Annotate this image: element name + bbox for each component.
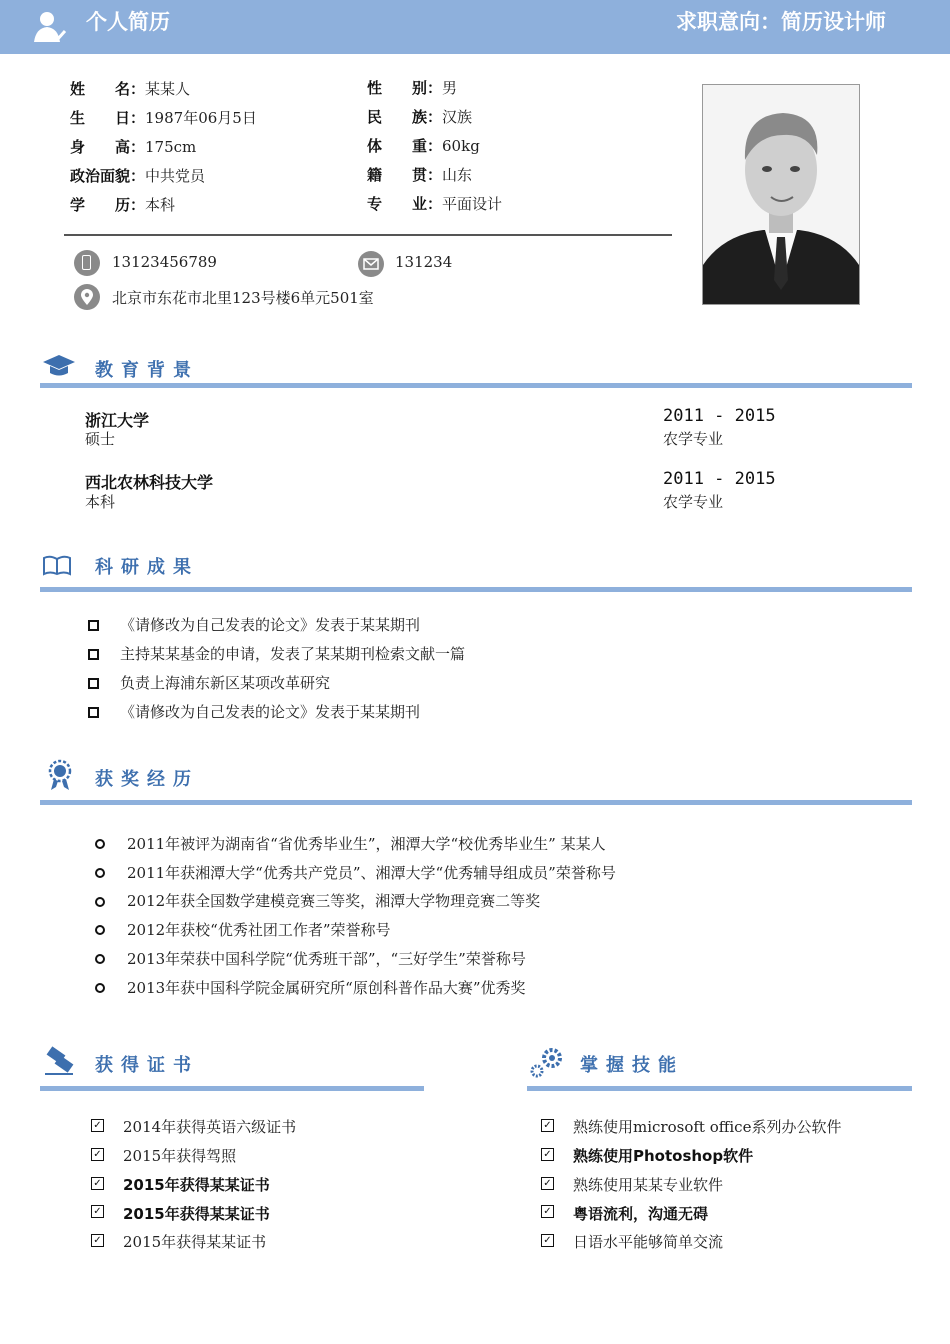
info-row: 籍 贯：山东: [367, 166, 473, 184]
email-address: 131234: [395, 253, 453, 271]
info-row: 体 重：60kg: [367, 137, 480, 155]
phone-icon: [74, 250, 100, 276]
bullet-circle-icon: [95, 897, 105, 907]
info-row: 生 日：1987年06月5日: [70, 109, 257, 127]
checkbox-icon: ✓: [541, 1119, 554, 1132]
list-item: 2011年获湘潭大学“优秀共产党员”、湘潭大学“优秀辅导组成员”荣誉称号: [127, 864, 616, 882]
bullet-circle-icon: [95, 839, 105, 849]
bullet-circle-icon: [95, 983, 105, 993]
list-item: 2015年获得驾照: [123, 1147, 237, 1165]
phone-number: 13123456789: [112, 253, 217, 271]
bullet-square-icon: [88, 707, 99, 718]
degree: 硕士: [85, 430, 116, 448]
list-item: 熟练使用microsoft office系列办公软件: [573, 1118, 842, 1136]
checkbox-icon: ✓: [91, 1205, 104, 1218]
person-icon: [32, 10, 70, 44]
list-item: 日语水平能够简单交流: [573, 1233, 724, 1251]
school-name: 西北农林科技大学: [85, 473, 214, 492]
profile-photo: [702, 84, 860, 305]
awards-title: 获奖经历: [95, 769, 199, 790]
info-row: 专 业：平面设计: [367, 195, 503, 213]
info-row: 姓 名：某某人: [70, 80, 191, 98]
info-row: 民 族：汉族: [367, 108, 473, 126]
list-item: 负责上海浦东新区某项改革研究: [120, 674, 331, 692]
list-item: 2012年获全国数学建模竞赛三等奖，湘潭大学物理竞赛二等奖: [127, 892, 541, 910]
list-item: 2015年获得某某证书: [123, 1233, 267, 1251]
awards-divider: [40, 800, 912, 805]
list-item: 熟练使用Photoshop软件: [573, 1147, 754, 1165]
info-row: 学 历：本科: [70, 196, 176, 214]
list-item: 熟练使用某某专业软件: [573, 1176, 724, 1194]
info-row: 性 别：男: [367, 79, 458, 97]
graduation-cap-icon: [42, 353, 76, 379]
checkbox-icon: ✓: [91, 1177, 104, 1190]
period: 2011 - 2015: [663, 406, 776, 426]
checkbox-icon: ✓: [541, 1205, 554, 1218]
research-title: 科研成果: [95, 557, 199, 578]
checkbox-icon: ✓: [541, 1234, 554, 1247]
certificate-icon: [42, 1044, 76, 1078]
major: 农学专业: [663, 430, 724, 448]
bullet-square-icon: [88, 678, 99, 689]
checkbox-icon: ✓: [541, 1148, 554, 1161]
gears-icon: [528, 1044, 566, 1080]
location-icon: [74, 284, 100, 310]
bullet-square-icon: [88, 620, 99, 631]
certificates-divider: [40, 1086, 424, 1091]
page-title: 个人简历: [86, 10, 170, 34]
basic-info-left: [70, 78, 360, 223]
skills-divider: [527, 1086, 912, 1091]
list-item: 主持某某基金的申请，发表了某某期刊检索文献一篇: [120, 645, 466, 663]
list-item: 2015年获得某某证书: [123, 1176, 270, 1194]
education-title: 教育背景: [95, 360, 199, 381]
book-icon: [42, 553, 72, 577]
bullet-circle-icon: [95, 954, 105, 964]
degree: 本科: [85, 493, 116, 511]
list-item: 2013年获中国科学院金属研究所“原创科普作品大赛”优秀奖: [127, 979, 526, 997]
award-ribbon-icon: [46, 759, 74, 791]
info-row: 身 高：175cm: [70, 138, 197, 156]
list-item: 2012年获校“优秀社团工作者”荣誉称号: [127, 921, 391, 939]
info-divider: [64, 234, 672, 236]
period: 2011 - 2015: [663, 469, 776, 489]
checkbox-icon: ✓: [91, 1234, 104, 1247]
person-portrait-icon: [703, 85, 859, 304]
job-intent: 求职意向：简历设计师: [676, 10, 886, 34]
list-item: 粤语流利，沟通无碍: [573, 1205, 709, 1223]
list-item: 《请修改为自己发表的论文》发表于某某期刊: [120, 616, 421, 634]
list-item: 2015年获得某某证书: [123, 1205, 270, 1223]
school-name: 浙江大学: [85, 411, 150, 430]
major: 农学专业: [663, 493, 724, 511]
education-divider: [40, 383, 912, 388]
info-row: 政治面貌：中共党员: [70, 167, 206, 185]
address: 北京市东花市北里123号楼6单元501室: [112, 289, 374, 307]
list-item: 2013年荣获中国科学院“优秀班干部”，“三好学生”荣誉称号: [127, 950, 526, 968]
bullet-square-icon: [88, 649, 99, 660]
list-item: 《请修改为自己发表的论文》发表于某某期刊: [120, 703, 421, 721]
checkbox-icon: ✓: [91, 1119, 104, 1132]
bullet-circle-icon: [95, 925, 105, 935]
basic-info-right: [367, 77, 667, 222]
research-divider: [40, 587, 912, 592]
list-item: 2011年被评为湖南省“省优秀毕业生”，湘潭大学“校优秀毕业生” 某某人: [127, 835, 606, 853]
bullet-circle-icon: [95, 868, 105, 878]
certificates-title: 获得证书: [95, 1055, 199, 1076]
skills-title: 掌握技能: [580, 1055, 684, 1076]
checkbox-icon: ✓: [91, 1148, 104, 1161]
list-item: 2014年获得英语六级证书: [123, 1118, 297, 1136]
checkbox-icon: ✓: [541, 1177, 554, 1190]
mail-icon: [358, 251, 384, 277]
